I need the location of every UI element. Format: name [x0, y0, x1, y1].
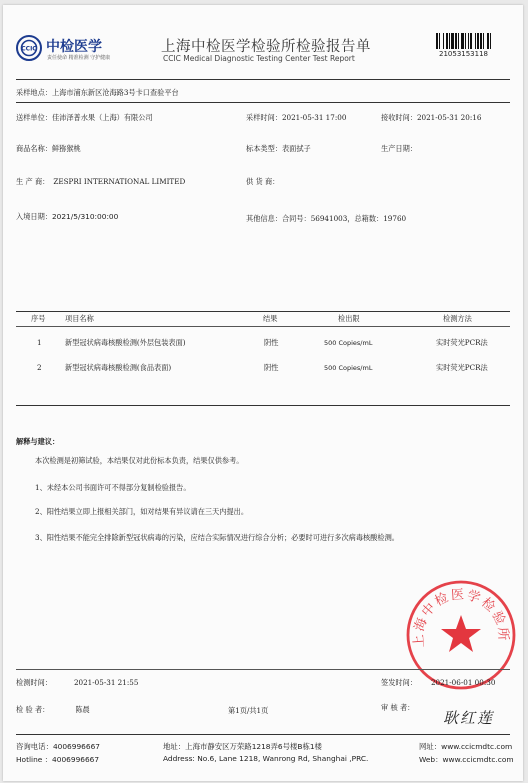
reviewer-signature: 耿红莲: [443, 709, 495, 727]
info-divider: [16, 102, 510, 103]
col-header-method: 检测方法: [443, 314, 472, 323]
table-top-border: [16, 311, 510, 312]
product-label: 商品名称：: [16, 144, 52, 153]
notes-title: 解释与建议：: [16, 437, 60, 446]
manufacturer-label: 生 产 商：: [16, 177, 50, 186]
col-header-no: 序号: [31, 314, 46, 323]
row-result: 阴性: [264, 338, 279, 347]
barcode-number: 21053153118: [439, 50, 488, 58]
specimen-type-label: 标本类型：: [246, 144, 282, 153]
website-en: Web：www.ccicmdtc.com: [419, 755, 514, 764]
sample-time-value: 2021-05-31 17:00: [281, 113, 347, 122]
col-header-item: 项目名称: [65, 314, 94, 323]
website-cn: 网址：www.ccicmdtc.com: [419, 742, 513, 751]
sign-time-label: 签发时间：: [381, 678, 417, 687]
official-stamp-icon: [405, 579, 517, 691]
sign-time-field: [381, 678, 495, 688]
entry-date-label: 入境日期：: [16, 212, 52, 221]
specimen-type-field: [246, 144, 311, 154]
tester-value: 陈晨: [75, 705, 90, 714]
product-value: 鲜猕猴桃: [51, 144, 81, 153]
row-method: 实时荧光PCR法: [436, 363, 488, 372]
sample-time-field: [246, 113, 346, 123]
submitter-label: 送样单位：: [16, 113, 52, 122]
submitter-value: 佳沛泽普水果（上海）有限公司: [51, 113, 153, 122]
report-title-cn: 上海中检医学检验所检验报告单: [161, 39, 371, 55]
table-bottom-border: [16, 405, 510, 406]
note-item: 2、阳性结果立即上报相关部门，如对结果有异议请在三天内提出。: [35, 507, 249, 516]
footer-bottom-divider: [16, 734, 510, 735]
note-item: 1、未经本公司书面许可不得部分复制检验报告。: [35, 483, 191, 492]
test-time-value: 2021-05-31 21:55: [73, 678, 139, 687]
submitter-field: [16, 113, 153, 123]
entry-date-value: 2021/5/310:00:00: [51, 212, 119, 221]
supplier-label: 供 货 商：: [246, 177, 280, 186]
page-number: 第1页/共1页: [228, 706, 269, 715]
address-cn: 地址：上海市静安区万荣路1218弄6号楼B栋1楼: [163, 742, 322, 751]
production-date-label: 生产日期：: [381, 144, 417, 153]
other-info-label: 其他信息：: [246, 214, 282, 223]
svg-text:CCIC: CCIC: [21, 45, 37, 53]
report-page: [3, 5, 523, 781]
row-limit: 500 Copies/mL: [324, 339, 373, 347]
col-header-limit: 检出限: [338, 314, 360, 323]
logo-slogan: 责任使命 精准检测 守护健康: [47, 55, 111, 61]
table-header-border: [16, 326, 510, 327]
row-no: 2: [37, 363, 42, 372]
sign-time-value: 2021-06-01 00:30: [430, 678, 496, 687]
other-info-value: 合同号：56941003，总箱数：19760: [281, 214, 407, 223]
supplier-field: [246, 177, 279, 187]
company-logo: [16, 33, 116, 67]
test-time-field: [16, 678, 138, 688]
sample-location-value: 上海市浦东新区沧海路3号卡口查验平台: [51, 88, 179, 97]
hotline-cn: 咨询电话：4006996667: [16, 742, 100, 751]
note-item: 3、阳性结果不能完全排除新型冠状病毒的污染，应结合实际情况进行综合分析；必要时可进行多次病毒核酸检测。: [35, 533, 399, 542]
receive-time-field: [381, 113, 481, 123]
specimen-type-value: 表面拭子: [281, 144, 311, 153]
barcode-icon: [436, 33, 510, 49]
entry-date-field: [16, 212, 118, 222]
row-result: 阴性: [264, 363, 279, 372]
row-item: 新型冠状病毒核酸检测(外层包装表面): [65, 338, 186, 347]
row-limit: 500 Copies/mL: [324, 364, 373, 372]
manufacturer-field: [16, 177, 185, 187]
notes-intro: 本次检测是初筛试验，本结果仅对此份标本负责，结果仅供参考。: [35, 456, 244, 465]
tester-field: [16, 705, 90, 715]
reviewer-field: [381, 703, 414, 713]
header-divider: [16, 79, 510, 80]
product-field: [16, 144, 81, 154]
footer-top-divider: [16, 669, 510, 670]
col-header-result: 结果: [263, 314, 278, 323]
row-no: 1: [37, 338, 42, 347]
receive-time-value: 2021-05-31 20:16: [416, 113, 482, 122]
sample-time-label: 采样时间：: [246, 113, 282, 122]
receive-time-label: 接收时间：: [381, 113, 417, 122]
row-method: 实时荧光PCR法: [436, 338, 488, 347]
report-title-en: CCIC Medical Diagnostic Testing Center Test Report: [163, 54, 355, 63]
address-en: Address: No.6, Lane 1218, Wanrong Rd, Shanghai ,PRC.: [163, 754, 369, 763]
logo-text: 中检医学: [46, 39, 102, 55]
hotline-en: Hotline ：4006996667: [16, 755, 100, 764]
test-time-label: 检测时间：: [16, 678, 52, 687]
reviewer-label: 审 核 者：: [381, 703, 415, 712]
other-info-field: [246, 214, 406, 224]
sample-location-row: [16, 88, 179, 98]
row-item: 新型冠状病毒核酸检测(食品表面): [65, 363, 172, 372]
manufacturer-value: ZESPRI INTERNATIONAL LIMITED: [53, 177, 186, 186]
production-date-field: [381, 144, 417, 154]
sample-location-label: 采样地点：: [16, 88, 52, 97]
tester-label: 检 验 者：: [16, 705, 50, 714]
logo-emblem-icon: [16, 35, 42, 61]
svg-text:上海中检医学检验所: 上海中检医学检验所: [411, 587, 511, 649]
